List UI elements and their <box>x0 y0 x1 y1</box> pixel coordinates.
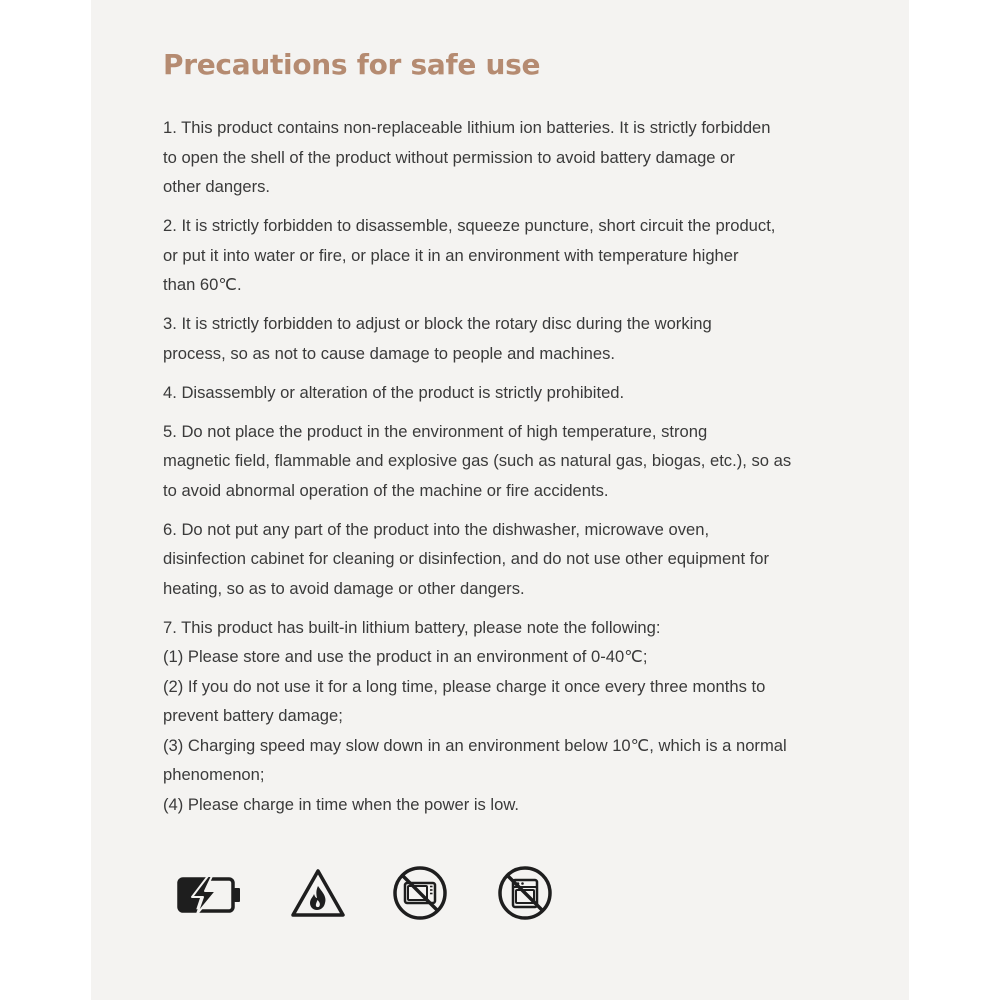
precaution-item-6 <box>163 515 853 604</box>
no-microwave-icon <box>392 865 448 921</box>
text-line: 5. Do not place the product in the environment of high temperature, strong <box>163 421 708 441</box>
precaution-item-4 <box>163 378 853 408</box>
precaution-item-1 <box>163 113 853 202</box>
precaution-item-7 <box>163 613 853 820</box>
precautions-list <box>163 113 853 829</box>
text-line: 7. This product has built-in lithium battery, please note the following: <box>163 617 661 637</box>
text-line: than 60℃. <box>163 275 242 294</box>
text-line: to open the shell of the product without permission to avoid battery damage or <box>163 147 735 167</box>
text-line: 4. Disassembly or alteration of the product is strictly prohibited. <box>163 382 625 402</box>
text-line: (4) Please charge in time when the power is low. <box>163 794 520 814</box>
precaution-item-5 <box>163 417 853 506</box>
precaution-item-2 <box>163 211 853 300</box>
text-line: to avoid abnormal operation of the machine or fire accidents. <box>163 480 609 500</box>
page-title: Precautions for safe use <box>163 48 541 81</box>
text-line: (3) Charging speed may slow down in an environment below 10℃, which is a normal <box>163 735 787 755</box>
precaution-item-3 <box>163 309 853 368</box>
text-line: 1. This product contains non-replaceable lithium ion batteries. It is strictly forbidden <box>163 118 771 137</box>
text-line: prevent battery damage; <box>163 706 343 725</box>
text-line: (1) Please store and use the product in an environment of 0-40℃; <box>163 647 648 666</box>
text-line: 6. Do not put any part of the product into the dishwasher, microwave oven, <box>163 519 710 539</box>
text-line: (2) If you do not use it for a long time, please charge it once every three months to <box>163 676 766 696</box>
text-line: or put it into water or fire, or place it in an environment with temperature higher <box>163 245 739 265</box>
no-oven-icon <box>497 865 553 921</box>
text-line: magnetic field, flammable and explosive gas (such as natural gas, biogas, etc.), so as <box>163 451 792 470</box>
text-line: heating, so as to avoid damage or other dangers. <box>163 578 525 598</box>
text-line: other dangers. <box>163 177 271 196</box>
text-line: disinfection cabinet for cleaning or disinfection, and do not use other equipment for <box>163 549 770 568</box>
text-line: phenomenon; <box>163 765 265 784</box>
text-line: 2. It is strictly forbidden to disassemble, squeeze puncture, short circuit the product, <box>163 216 776 235</box>
text-line: process, so as not to cause damage to people and machines. <box>163 343 616 363</box>
flammable-warning-icon <box>289 866 347 920</box>
battery-charging-icon <box>176 874 242 916</box>
text-line: 3. It is strictly forbidden to adjust or block the rotary disc during the working <box>163 314 712 333</box>
